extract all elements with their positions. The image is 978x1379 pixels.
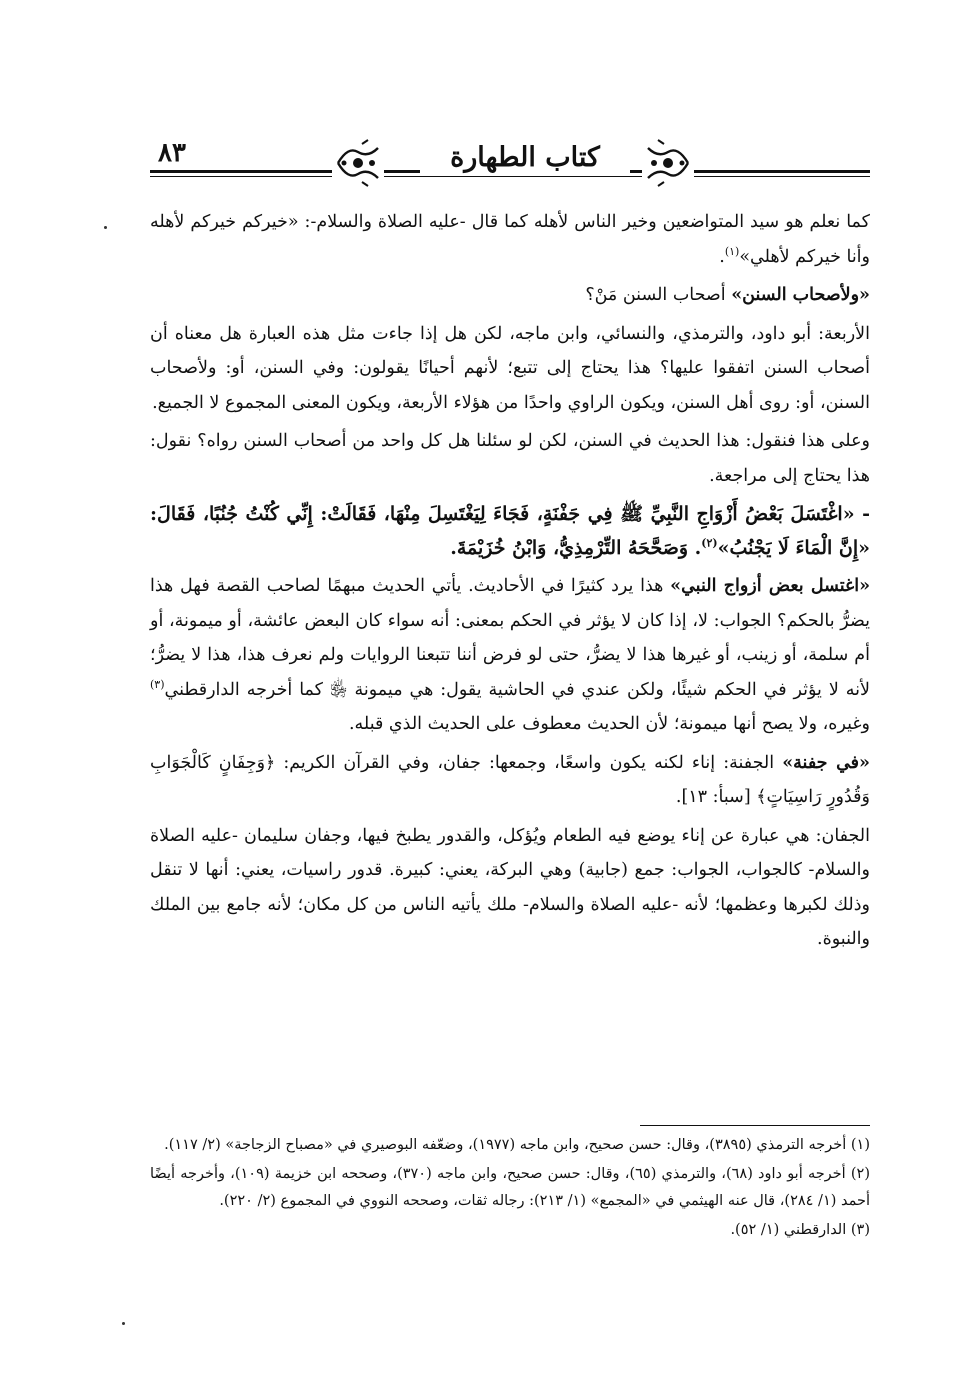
paragraph-text: هذا يرد كثيرًا في الأحاديث. يأتي الحديث مبهمًا لصاحب القصة فهل هذا يضرُّ بالحكم؟ الجواب: لا، إذا كان لا يؤثر في الحكم بمعنى: أنه سواء كان البعض عائشة، أو ميمونة، أو أم سلمة، أو زينب، أو غيرها هذا لا يضرُّ، حتى لو فرض أننا تتبعنا الروايات ولم نعرف هذا، هذا لا يضرُّ؛ لأنه لا يؤثر في الحكم شيئًا، ولكن عندي في الحاشية يقول: هي ميمونة ﵂ كما أخرجه الدارقطني — [150, 576, 870, 700]
footnote: (١) أخرجه الترمذي (٣٨٩٥)، وقال: حسن صحيح، وابن ماجه (١٩٧٧)، وضعّفه البوصيري في «مصباح الزجاجة» (٢/ ١١٧). — [164, 1137, 870, 1153]
paragraph: وعلى هذا فنقول: هذا الحديث في السنن، لكن لو سئلنا هل كل واحد من أصحاب السنن رواه؟ نقول: هذا يحتاج إلى مراجعة. — [150, 431, 870, 486]
paragraph — [150, 569, 870, 742]
hadith-text — [150, 497, 870, 565]
hadith-body: - «اغْتَسَلَ بَعْضُ أَزْوَاجِ النَّبِيِّ ﷺ فِي جَفْنَةٍ، فَجَاءَ لِيَغْتَسِلَ مِنْهَا، فَقَالَتْ: إِنِّي كُنْتُ جُنُبًا، فَقَالَ: «إِنَّ الْمَاءَ لَا يَجْنُبُ» — [150, 503, 870, 559]
paragraph-text: . — [719, 246, 725, 267]
quoted-phrase: «في جفنة» — [782, 752, 870, 773]
paragraph-text: كما نعلم هو سيد المتواضعين وخير الناس لأهله كما قال -عليه الصلاة والسلام-: «خيركم خيركم لأهله وأنا خيركم لأهلي» — [150, 212, 870, 267]
chapter-title: كتاب الطهارة — [420, 142, 630, 173]
paragraph — [150, 746, 870, 815]
footnote-separator — [640, 1125, 870, 1126]
paragraph-text: وغيره، ولا يصح أنها ميمونة؛ لأن الحديث معطوف على الحديث الذي قبله. — [348, 714, 870, 734]
paragraph-text: الجفنة: إناء لكنه يكون واسعًا، وجمعها: جفان، وفي القرآن الكريم: ﴿وَجِفَانٍ كَالْجَوَابِ وَقُدُورٍ رَاسِيَاتٍ﴾ [سبأ: ١٣]. — [150, 752, 870, 807]
paragraph — [150, 278, 870, 313]
paragraph: الأربعة: أبو داود، والترمذي، والنسائي، وابن ماجه، لكن هل إذا جاءت مثل هذه العبارة هل معناه أن أصحاب السنن اتفقوا عليها؟ هذا يحتاج إلى تتبع؛ لأنهم أحيانًا يقولون: وفي السنن، أو: ولأصحاب السنن، أو: روى أهل السنن، ويكون الراوي واحدًا من هؤلاء الأربعة، ويكون المعنى المجموع لا الجميع. — [150, 323, 870, 413]
paragraph — [150, 205, 870, 274]
scan-speck — [122, 1322, 125, 1325]
page-number: ٨٣ — [152, 138, 192, 168]
scan-speck — [104, 226, 107, 229]
paragraph: الجفان: هي عبارة عن إناء يوضع فيه الطعام ويُؤكل، والقدور يطبخ فيها، وجفان سليمان -عليه الصلاة والسلام- كالجواب، الجواب: جمع (جابية) وهي البركة، يعني: كبيرة. قدور راسيات، يعني: أنها لا تنقل وذلك لكبرها وعظمها؛ لأنه -عليه الصلاة والسلام- ملك يأتيه الناس من كل مكان؛ لأنه جامع بين الملك والنبوة. — [150, 825, 870, 949]
quoted-phrase: «ولأصحاب السنن» — [731, 285, 870, 305]
footnote-ref: (١) — [724, 244, 740, 258]
footnote-ref: (٢) — [701, 536, 718, 550]
hadith-grading: . وَصَحَّحَهُ التِّرْمِذِيُّ، وَابْنُ خُزَيْمَةَ. — [450, 537, 702, 559]
header-rule-thin — [150, 176, 870, 177]
footnotes — [150, 1132, 870, 1246]
footnote: (٣) الدارقطني (١/ ٥٢). — [730, 1222, 870, 1238]
quoted-phrase: «اغتسل بعض أزواج النبي» — [670, 576, 870, 596]
footnote-ref: (٣) — [150, 677, 165, 691]
paragraph-text: أصحاب السنن مَنْ؟ — [585, 285, 732, 305]
right-ornament-icon — [642, 138, 694, 188]
left-ornament-icon — [332, 138, 384, 188]
main-text — [150, 205, 870, 961]
footnote: (٢) أخرجه أبو داود (٦٨)، والترمذي (٦٥)، وقال: حسن صحيح، وابن ماجه (٣٧٠)، وصححه ابن خزيمة (١٠٩)، وأخرجه أيضًا أحمد (١/ ٢٨٤)، قال عنه الهيثمي في «المجمع» (١/ ٢١٣): رجاله ثقات، وصححه النووي في المجموع (٢/ ٢٢٠). — [150, 1166, 870, 1209]
page-header — [150, 132, 870, 192]
